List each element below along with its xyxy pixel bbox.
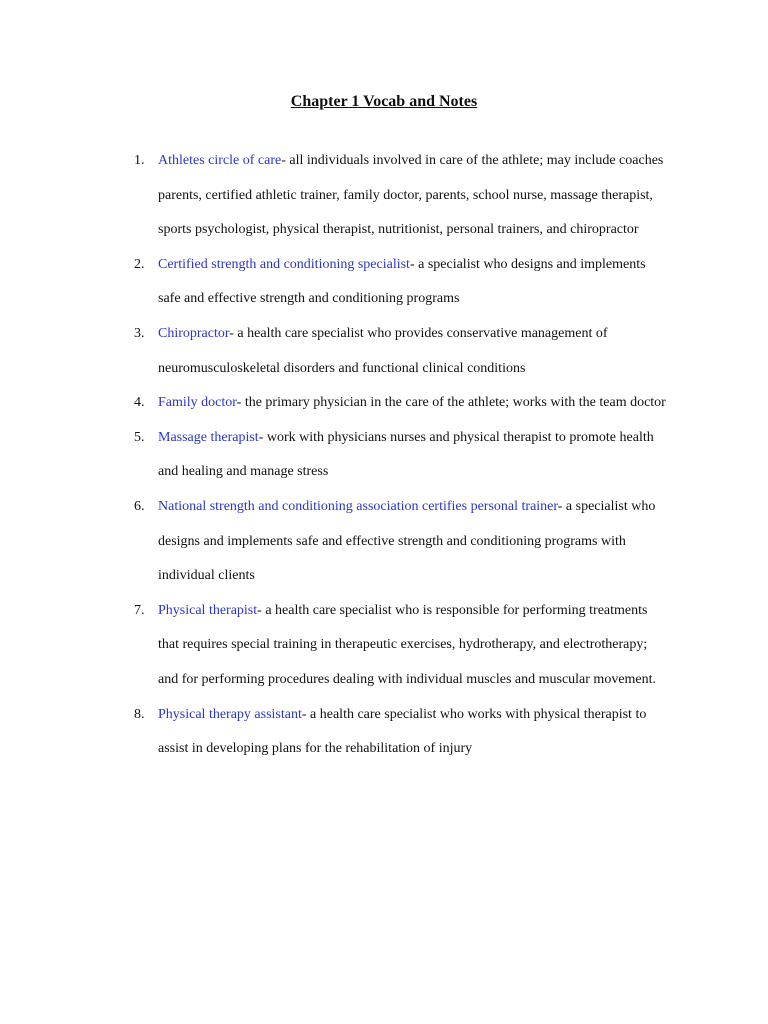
vocab-list [0, 144, 768, 767]
list-item [0, 698, 768, 767]
vocab-definition: - work with physicians nurses and physical therapist to promote health and healing and manage stress [158, 429, 654, 480]
vocab-definition: - the primary physician in the care of the athlete; works with the team doctor [236, 395, 666, 411]
vocab-term: National strength and conditioning association certifies personal trainer [158, 498, 558, 514]
vocab-definition: - a specialist who designs and implements safe and effective strength and conditioning programs with individual clients [158, 498, 656, 584]
item-number: 3. [134, 325, 145, 341]
page-title: Chapter 1 Vocab and Notes [290, 93, 478, 110]
item-number: 1. [134, 153, 145, 168]
item-number: 7. [134, 602, 145, 618]
vocab-term: Chiropractor [158, 325, 230, 341]
list-item [0, 317, 768, 386]
item-number: 6. [134, 498, 145, 514]
vocab-definition: - a health care specialist who provides conservative management of neuromusculoskeletal disorders and functional clinical conditions [158, 325, 608, 376]
list-item [0, 421, 768, 490]
vocab-definition: - a specialist who designs and implements safe and effective strength and conditioning programs [158, 256, 646, 307]
item-number: 5. [134, 429, 145, 445]
vocab-term: Certified strength and conditioning specialist [158, 256, 410, 272]
vocab-term: Physical therapist [158, 602, 258, 618]
list-item [0, 594, 768, 698]
list-item [0, 144, 768, 248]
item-number: 2. [134, 256, 145, 272]
vocab-definition: - a health care specialist who works with physical therapist to assist in developing plans for the rehabilitation of injury [158, 706, 647, 757]
vocab-term: Massage therapist [158, 429, 259, 445]
list-item [0, 386, 768, 421]
vocab-definition: - all individuals involved in care of the athlete; may include coaches parents, certified athletic trainer, family doctor, parents, school nurse, massage therapist, sports psychologist, physical therapist, nutritionist, personal trainers, and chiropractor [158, 153, 664, 238]
item-number: 8. [134, 706, 145, 722]
vocab-term: Family doctor [158, 395, 237, 411]
list-item [0, 248, 768, 317]
vocab-term: Athletes circle of care [158, 153, 282, 168]
list-item [0, 490, 768, 594]
vocab-term: Physical therapy assistant [158, 706, 302, 722]
vocab-definition: - a health care specialist who is responsible for performing treatments that requires special training in therapeutic exercises, hydrotherapy, and electrotherapy; and for performing procedures dealing with individual muscles and muscular movement. [158, 602, 657, 687]
item-number: 4. [134, 395, 145, 411]
